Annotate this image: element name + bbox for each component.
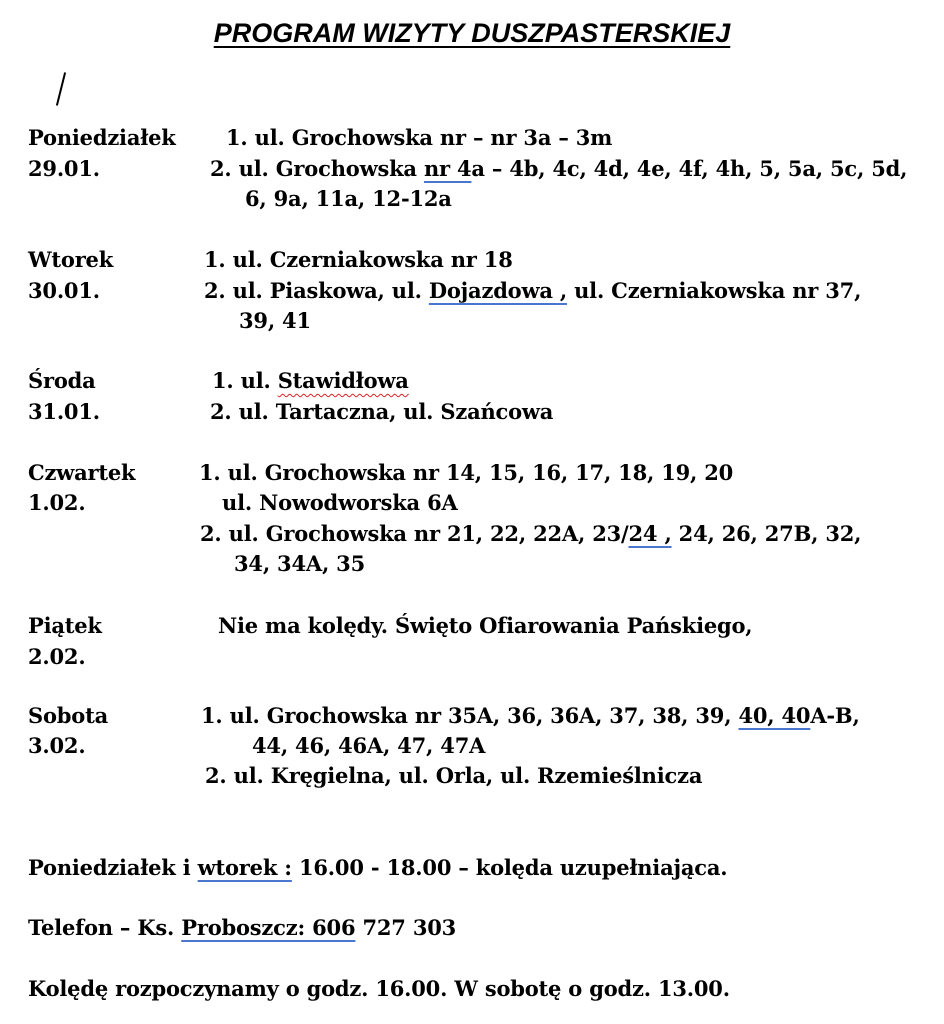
day-name-friday: Piątek	[28, 613, 102, 638]
text-run: a – 4b, 4c, 4d, 4e, 4f, 4h, 5, 5a, 5c, 5d,	[471, 156, 908, 181]
text-run: 727 303	[355, 915, 457, 940]
text-run: 1. ul.	[212, 368, 278, 393]
text-run: 16.00 - 18.00 – kolęda uzupełniająca.	[291, 855, 728, 880]
text-run: ul. Czerniakowska nr 37,	[567, 278, 862, 303]
start-time-note: Kolędę rozpoczynamy o godz. 16.00. W sobotę o godz. 13.00.	[28, 976, 730, 1001]
text-run: A-B,	[810, 703, 860, 728]
supplementary-visit-note	[28, 854, 727, 882]
thursday-route-2	[200, 520, 861, 548]
wednesday-route-1	[212, 367, 409, 395]
day-name-monday: Poniedziałek	[28, 125, 176, 150]
spellcheck-mark: nr 4	[423, 156, 472, 181]
saturday-route-2: 2. ul. Kręgielna, ul. Orla, ul. Rzemieślnicza	[205, 763, 703, 788]
tuesday-route-1: 1. ul. Czerniakowska nr 18	[204, 247, 513, 272]
thursday-route-1-continued: ul. Nowodworska 6A	[222, 490, 458, 515]
pen-stroke-mark	[56, 72, 66, 105]
thursday-route-1: 1. ul. Grochowska nr 14, 15, 16, 17, 18, 19, 20	[199, 460, 734, 485]
text-run: 2. ul. Grochowska nr 21, 22, 22A, 23/	[200, 521, 629, 546]
text-run: 1. ul. Grochowska nr 35A, 36, 36A, 37, 38, 39,	[201, 703, 739, 728]
tuesday-route-2	[204, 277, 861, 305]
monday-route-2-continued: 6, 9a, 11a, 12-12a	[245, 186, 452, 211]
document-title: PROGRAM WIZYTY DUSZPASTERSKIEJ	[213, 18, 731, 48]
day-name-saturday: Sobota	[28, 703, 108, 728]
text-run: Telefon – Ks.	[28, 915, 182, 940]
text-run: 2. ul. Piaskowa, ul.	[204, 278, 429, 303]
day-date-wednesday: 31.01.	[28, 399, 100, 424]
saturday-route-1-continued: 44, 46, 46A, 47, 47A	[252, 733, 486, 758]
text-run: 24, 26, 27B, 32,	[671, 521, 862, 546]
day-date-saturday: 3.02.	[28, 733, 86, 758]
wednesday-route-2: 2. ul. Tartaczna, ul. Szańcowa	[210, 399, 554, 424]
saturday-route-1	[201, 702, 860, 730]
day-date-friday: 2.02.	[28, 644, 86, 669]
spellcheck-mark: Dojazdowa ,	[428, 278, 567, 303]
spellcheck-mark: 40, 40	[738, 703, 811, 728]
spellcheck-mark: wtorek :	[197, 855, 292, 880]
day-date-monday: 29.01.	[28, 156, 100, 181]
day-name-thursday: Czwartek	[28, 460, 136, 485]
monday-route-2	[210, 155, 907, 183]
spellcheck-mark: Stawidłowa	[277, 368, 409, 393]
phone-line	[28, 914, 456, 942]
tuesday-route-2-continued: 39, 41	[239, 308, 311, 333]
day-date-tuesday: 30.01.	[28, 278, 100, 303]
day-date-thursday: 1.02.	[28, 490, 86, 515]
text-run: 2. ul. Grochowska	[210, 156, 424, 181]
spellcheck-mark: Proboszcz: 606	[181, 915, 356, 940]
thursday-route-2-continued: 34, 34A, 35	[234, 551, 366, 576]
text-run: Poniedziałek i	[28, 855, 198, 880]
spellcheck-mark: 24 ,	[628, 521, 672, 546]
day-name-wednesday: Środa	[28, 368, 96, 393]
friday-note: Nie ma kolędy. Święto Ofiarowania Pańskiego,	[218, 613, 753, 638]
day-name-tuesday: Wtorek	[28, 247, 114, 272]
monday-route-1: 1. ul. Grochowska nr – nr 3a – 3m	[226, 125, 613, 150]
